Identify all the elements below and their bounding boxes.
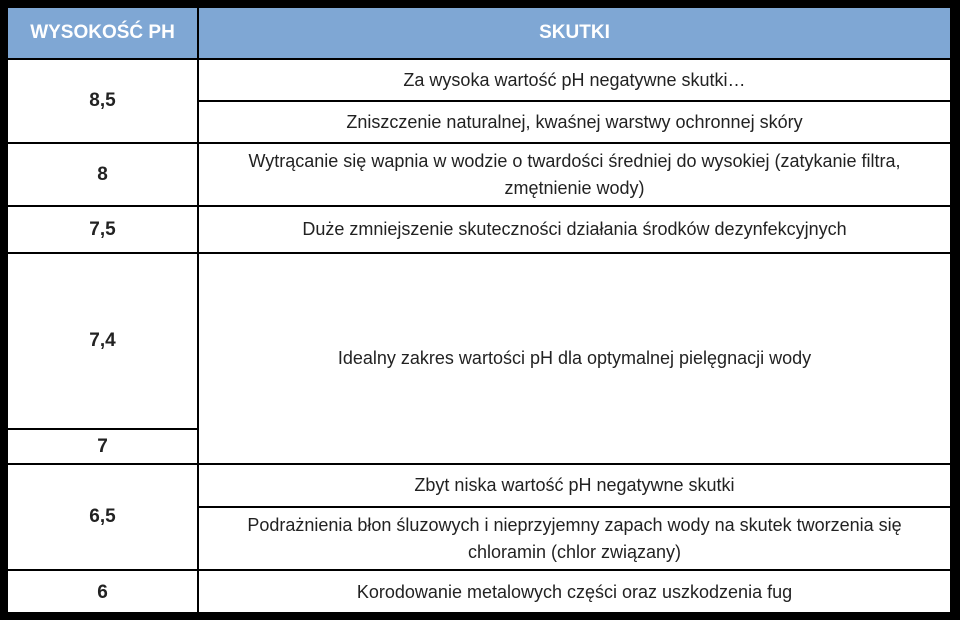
ph-effects-table [6,6,952,616]
table-row [7,464,951,507]
table-row [7,253,951,429]
ph-effects-table-frame [4,4,954,614]
ph-value: 6,5 [7,464,198,570]
effect-cell: Idealny zakres wartości pH dla optymalnej pielęgnacji wody [198,253,951,464]
ph-value: 8,5 [7,59,198,143]
table-row [7,570,951,615]
effect-cell: Zbyt niska wartość pH negatywne skutki [198,464,951,507]
ph-value: 7,5 [7,206,198,253]
header-ph: WYSOKOŚĆ PH [7,7,198,59]
ph-value: 8 [7,143,198,206]
table-row [7,206,951,253]
table-row [7,143,951,206]
effect-cell: Zniszczenie naturalnej, kwaśnej warstwy ochronnej skóry [198,101,951,143]
ph-value: 7,4 [7,253,198,429]
header-effects: SKUTKI [198,7,951,59]
effect-cell: Podrażnienia błon śluzowych i nieprzyjemny zapach wody na skutek tworzenia się chloramin (chlor związany) [198,507,951,570]
ph-value: 7 [7,429,198,464]
table-header-row [7,7,951,59]
effect-cell: Wytrącanie się wapnia w wodzie o twardości średniej do wysokiej (zatykanie filtra, zmętnienie wody) [198,143,951,206]
effect-cell: Duże zmniejszenie skuteczności działania środków dezynfekcyjnych [198,206,951,253]
table-row [7,59,951,101]
effect-cell: Korodowanie metalowych części oraz uszkodzenia fug [198,570,951,615]
effect-cell: Za wysoka wartość pH negatywne skutki… [198,59,951,101]
ph-value: 6 [7,570,198,615]
